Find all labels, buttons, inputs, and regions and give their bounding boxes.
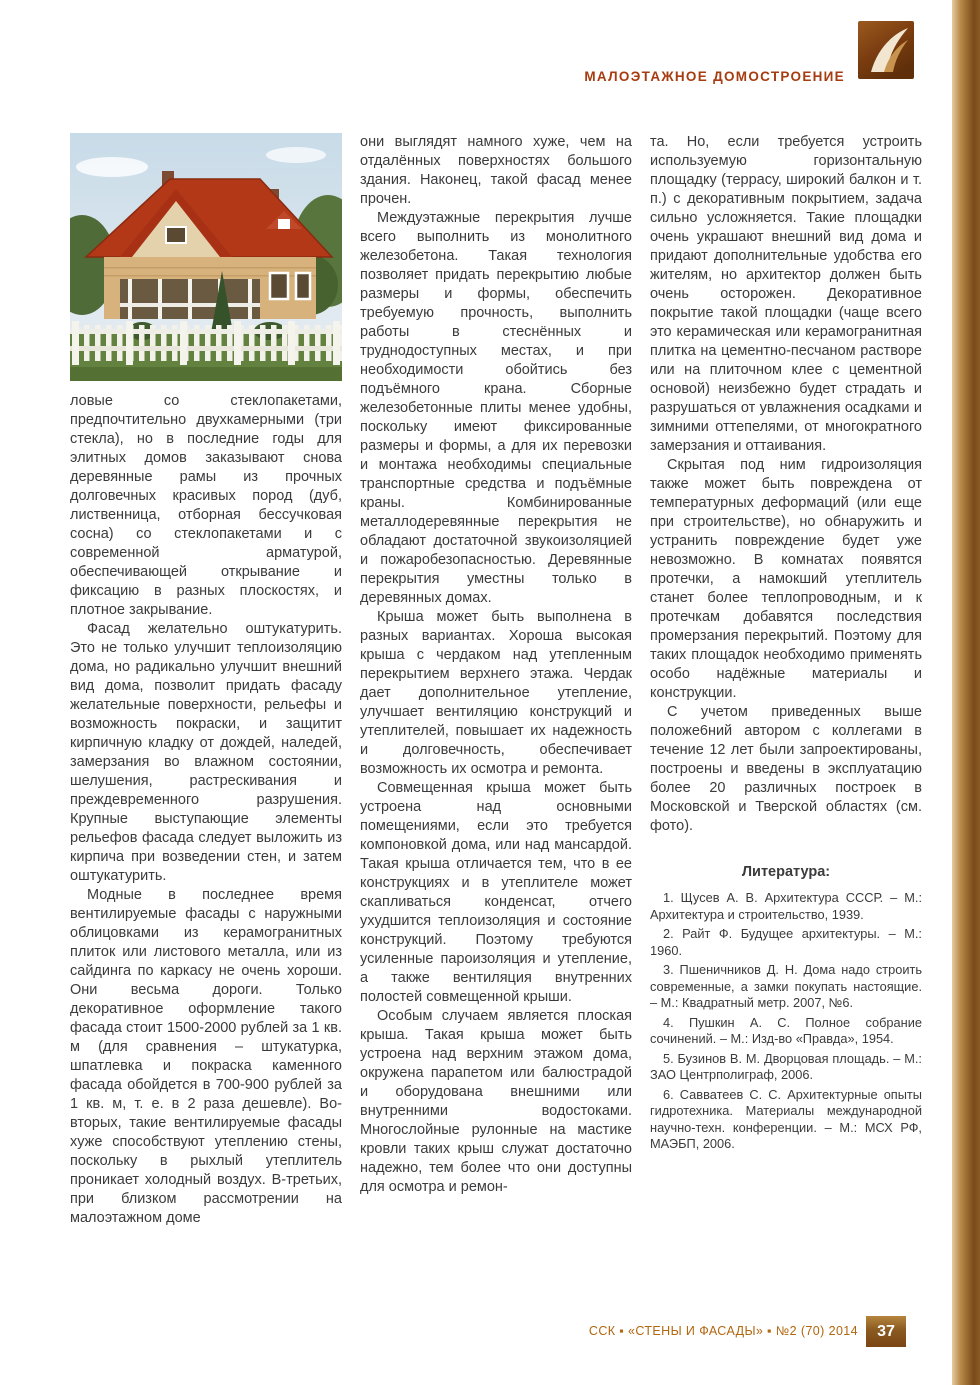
literature-heading: Литература: (741, 864, 831, 880)
reference-item: 6. Савватеев С. С. Архитектурные опыты гидротехника. Материалы международной научно-техн. конференции. – М.: МСХ РФ, МАЭБП, 2006. (650, 1086, 922, 1151)
paragraph: та. Но, если требуется устроить используемую горизонтальную площадку (террасу, широкий балкон и т. п.) с декоративным покрытием, задача сильно усложняется. Такие площадки очень украшают внешний вид дома и придают дополнительные удобства его жителям, но архитектор должен быть очень осторожен. Декоративное покрытие такой площадки (чаще всего это керамическая или керамогранитная плитка на цементно-песчаном растворе или на плиточном клее с цементной основой) неизбежно будет страдать и разрушаться от увлажнения осадками и зимними оттепелями, от многократного замерзания и оттаивания. (650, 134, 922, 454)
footer-journal-line: ССК ▪ «СТЕНЫ И ФАСАДЫ» ▪ №2 (70) 2014 (588, 1324, 858, 1338)
paragraph: Модные в последнее время вентилируемые фасады с наружными облицовками из керамогранитных плиток или листового металла, или из сайдинга по каркасу не очень хороши. Они весьма дороги. Только декоративное оформление такого фасада стоит 1500-2000 рублей за 1 кв. м (для сравнения – штукатурка, шпатлевка и покраска каменного фасада обойдется в 700-900 рублей за 1 кв. м, т. е. в 2 раза дешевле). Во-вторых, такие вентилируемые фасады хуже способствуют утеплению стены, поскольку в рыхлый утеплитель проникает холодный воздух. В-третьих, при близком рассмотрении на малоэтажном доме (70, 887, 342, 1226)
publisher-logo-icon (858, 21, 914, 79)
reference-item: 3. Пшеничников Д. Н. Дома надо строить современные, а замки покупать настоящие. – М.: Квадратный метр. 2007, №6. (650, 962, 922, 1010)
reference-item: 5. Бузинов В. М. Дворцовая площадь. – М.: ЗАО Центрполиграф, 2006. (650, 1050, 922, 1082)
reference-item: 4. Пушкин А. С. Полное собрание сочинений. – М.: Изд-во «Правда», 1954. (650, 1014, 922, 1046)
column-left (70, 133, 342, 1228)
paragraph: Совмещенная крыша может быть устроена над основными помещениями, если это требуется компоновкой дома, или над мансардой. Такая крыша отличается тем, что в ее конструкциях и в утеплителе может скапливаться конденсат, отчего ухудшится теплоизоляция и состояние конструкций. Поэтому требуются усиленные пароизоляция и утепление, а также вентиляция внутренних полостей совмещенной крыши. (360, 780, 632, 1005)
paragraph: Крыша может быть выполнена в разных вариантах. Хороша высокая крыша с чердаком над утепленным перекрытием верхнего этажа. Чердак дает дополнительное утепление, улучшает вентиляцию конструкций и утеплителей, повышает их надежность и долговечность, обеспечивает возможность их осмотра и ремонта. (360, 609, 632, 777)
paragraph: ловые со стеклопакетами, предпочтительно двухкамерными (три стекла), но в последние годы для элитных домов заказывают снова деревянные рамы из прочных долговечных красивых пород (дуб, лиственница, отборная бессучковая сосна) со стеклопакетами и с современной арматурой, обеспечивающей открывание и фиксацию в разных плоскостях, и плотное закрывание. (70, 393, 342, 618)
house-photo (70, 133, 342, 381)
page-edge-bar (952, 0, 980, 1385)
page-number-badge: 37 (866, 1316, 906, 1347)
paragraph: они выглядят намного хуже, чем на отдалённых поверхностях большого здания. Наконец, такой фасад менее прочен. (360, 134, 632, 207)
section-title: МАЛОЭТАЖНОЕ ДОМОСТРОЕНИЕ (584, 69, 845, 84)
reference-item: 2. Райт Ф. Будущее архитектуры. – М.: 1960. (650, 926, 922, 958)
paragraph: Особым случаем является плоская крыша. Такая крыша может быть устроена над верхним этажом дома, окружена парапетом или балюстрадой и оборудована внешними или внутренними водостоками. Многослойные рулонные на мастике кровли таких крыш служат достаточно надежно, тем более что они доступны для осмотра и ремон- (360, 1008, 632, 1195)
column-middle (360, 133, 632, 1197)
column-right (650, 133, 922, 1156)
paragraph: Междуэтажные перекрытия лучше всего выполнить из монолитного железобетона. Такая технология позволяет придать перекрытию любые размеры и формы, обеспечить требуемую прочность, выполнить работы в стеснённых и труднодоступных местах, и при необходимости обойтись без подъёмного крана. Сборные железобетонные плиты менее удобны, поскольку имеют фиксированные размеры и формы, а для их перевозки и монтажа необходимы специальные транспортные средства и подъёмные краны. Комбинированные металлодеревянные перекрытия не обладают достаточной звукоизоляцией и пожаробезопасностью. Деревянные перекрытия уместны только в деревянных домах. (360, 210, 632, 606)
paragraph: Скрытая под ним гидроизоляция также может быть повреждена от температурных деформаций (или еще при строительстве), но обнаружить и устранить повреждение будет уже невозможно. В комнатах появятся протечки, а намокший утеплитель станет более теплопроводным, и к протечкам добавятся последствия промерзания перекрытий. Поэтому для таких площадок необходимо применять особо надёжные материалы и конструкции. (650, 457, 922, 701)
paragraph: С учетом приведенных выше положе6ний автором с коллегами в течение 12 лет были запроектированы, построены и введены в эксплуатацию более 20 различных построек в Московской и Тверской областях (см. фото). (650, 704, 922, 834)
reference-item: 1. Щусев А. В. Архитектура СССР. – М.: Архитектура и строительство, 1939. (650, 890, 922, 922)
paragraph: Фасад желательно оштукатурить. Это не только улучшит теплоизоляцию дома, но радикально улучшит внешний вид дома, позволит придать фасаду желательные поверхности, рельефы и возможность покраски, и защитит кирпичную кладку от дождей, наледей, замерзания во влажном состоянии, шелушения, растрескивания и преждевременного разрушения. Крупные выступающие элементы рельефов фасада следует выложить из кирпича при возведении стен, и затем оштукатурить. (70, 621, 342, 884)
